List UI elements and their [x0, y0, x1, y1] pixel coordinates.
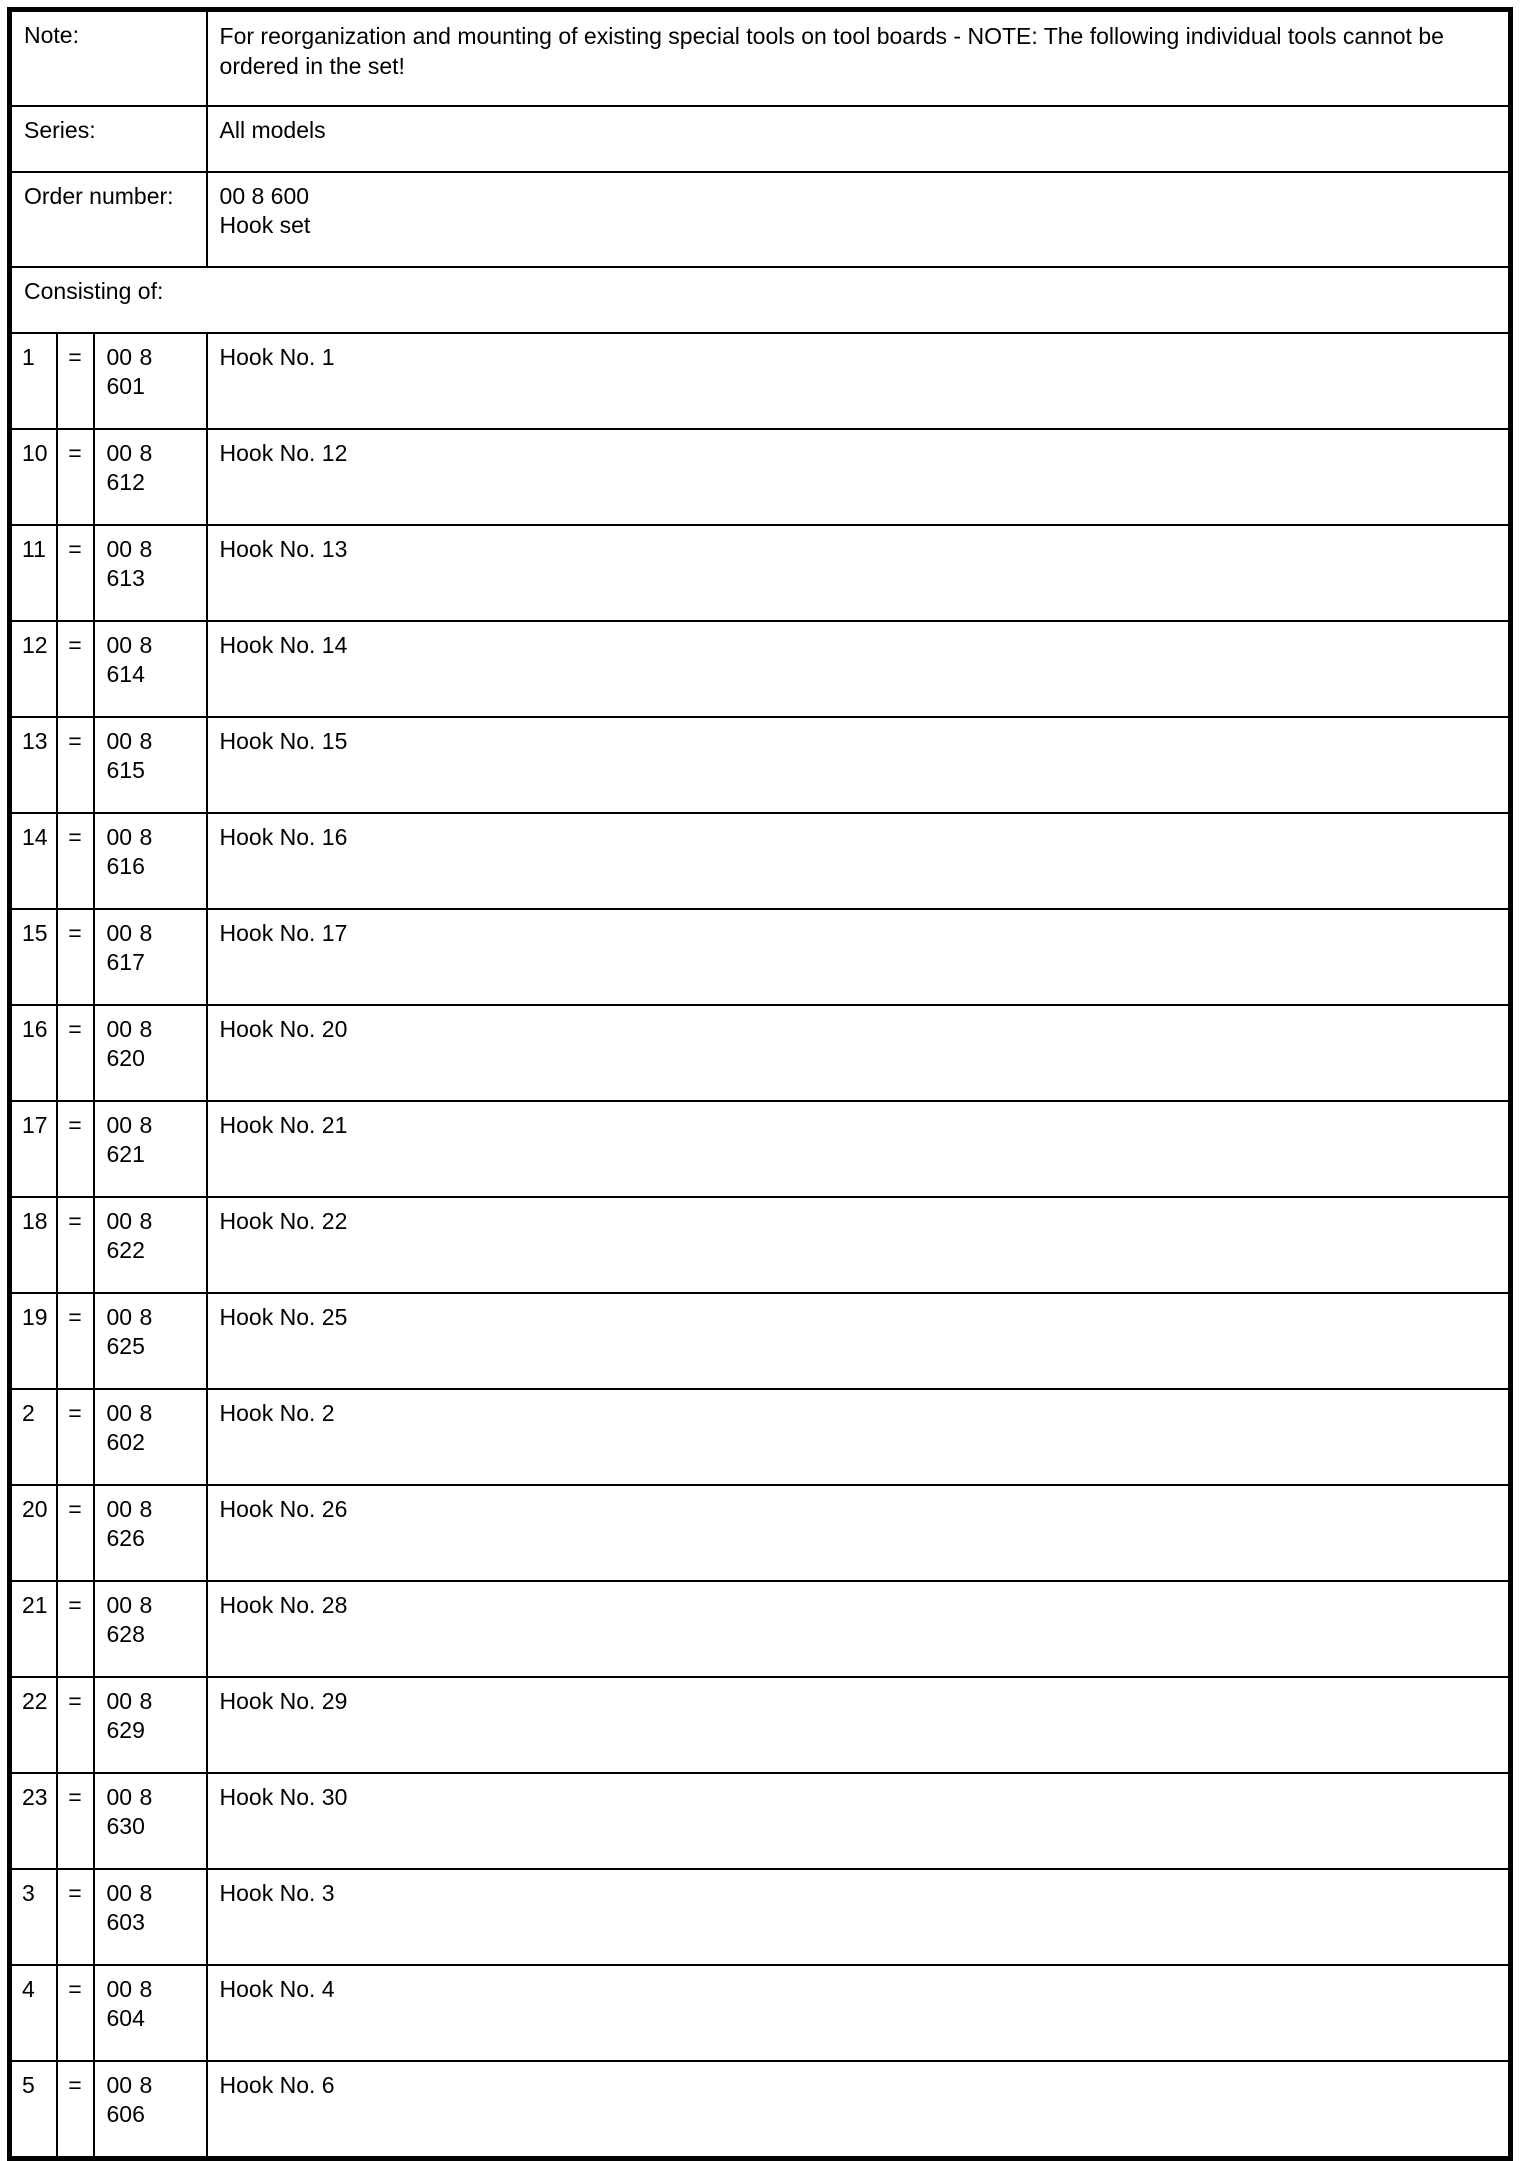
table-row	[10, 1677, 1511, 1773]
item-position: 17	[10, 1101, 57, 1197]
series-label: Series:	[10, 106, 207, 172]
item-order-number-text: 00 8 601	[106, 344, 153, 400]
equals-sign: =	[57, 909, 94, 1005]
item-order-number-text: 00 8 620	[106, 1016, 153, 1072]
equals-sign: =	[57, 429, 94, 525]
item-position: 3	[10, 1869, 57, 1965]
order-number-row	[10, 172, 1511, 267]
equals-sign: =	[57, 1197, 94, 1293]
table-row	[10, 909, 1511, 1005]
equals-sign: =	[57, 1485, 94, 1581]
item-order-number-text: 00 8 630	[106, 1784, 153, 1840]
table-row	[10, 717, 1511, 813]
item-order-number	[94, 1869, 207, 1965]
item-order-number-text: 00 8 612	[106, 440, 153, 496]
order-number-label: Order number:	[10, 172, 207, 267]
item-order-number	[94, 1773, 207, 1869]
item-order-number-text: 00 8 614	[106, 632, 153, 688]
item-description: Hook No. 12	[207, 429, 1511, 525]
item-position: 12	[10, 621, 57, 717]
item-position: 20	[10, 1485, 57, 1581]
item-description: Hook No. 3	[207, 1869, 1511, 1965]
equals-sign: =	[57, 1869, 94, 1965]
table-row	[10, 2061, 1511, 2159]
item-position: 10	[10, 429, 57, 525]
equals-sign: =	[57, 1677, 94, 1773]
item-description: Hook No. 22	[207, 1197, 1511, 1293]
item-order-number	[94, 525, 207, 621]
item-description: Hook No. 20	[207, 1005, 1511, 1101]
series-value: All models	[207, 106, 1511, 172]
note-row	[10, 10, 1511, 107]
item-position: 16	[10, 1005, 57, 1101]
item-position: 2	[10, 1389, 57, 1485]
item-description: Hook No. 13	[207, 525, 1511, 621]
table-row	[10, 1293, 1511, 1389]
table-row	[10, 813, 1511, 909]
note-label: Note:	[10, 10, 207, 107]
table-row	[10, 1005, 1511, 1101]
order-number-value: 00 8 600	[219, 183, 310, 209]
equals-sign: =	[57, 2061, 94, 2159]
item-description: Hook No. 6	[207, 2061, 1511, 2159]
item-order-number	[94, 333, 207, 429]
equals-sign: =	[57, 1581, 94, 1677]
item-position: 1	[10, 333, 57, 429]
item-description: Hook No. 4	[207, 1965, 1511, 2061]
series-row	[10, 106, 1511, 172]
note-text: For reorganization and mounting of existing special tools on tool boards - NOTE: The following individual tools cannot be ordered in the set!	[219, 23, 1444, 80]
equals-sign: =	[57, 1101, 94, 1197]
item-description: Hook No. 28	[207, 1581, 1511, 1677]
item-position: 11	[10, 525, 57, 621]
table-row	[10, 1389, 1511, 1485]
item-order-number-text: 00 8 613	[106, 536, 153, 592]
table-row	[10, 429, 1511, 525]
item-position: 22	[10, 1677, 57, 1773]
item-order-number-text: 00 8 602	[106, 1400, 153, 1456]
consisting-of-label: Consisting of:	[10, 267, 1511, 333]
table-row	[10, 525, 1511, 621]
item-order-number-text: 00 8 621	[106, 1112, 153, 1168]
order-number-name: Hook set	[219, 212, 311, 239]
item-description: Hook No. 14	[207, 621, 1511, 717]
item-order-number-text: 00 8 625	[106, 1304, 153, 1360]
equals-sign: =	[57, 621, 94, 717]
item-description: Hook No. 1	[207, 333, 1511, 429]
table-row	[10, 1773, 1511, 1869]
table-header-section	[10, 10, 1511, 334]
equals-sign: =	[57, 1293, 94, 1389]
table-row	[10, 1197, 1511, 1293]
table-row	[10, 1485, 1511, 1581]
item-order-number	[94, 621, 207, 717]
item-order-number-text: 00 8 615	[106, 728, 153, 784]
equals-sign: =	[57, 1389, 94, 1485]
tool-set-table	[7, 7, 1513, 2161]
item-order-number	[94, 909, 207, 1005]
item-order-number	[94, 813, 207, 909]
item-order-number-text: 00 8 603	[106, 1880, 153, 1936]
item-order-number	[94, 1197, 207, 1293]
equals-sign: =	[57, 1005, 94, 1101]
item-order-number-text: 00 8 604	[106, 1976, 153, 2032]
item-position: 4	[10, 1965, 57, 2061]
note-text-cell	[207, 10, 1511, 107]
item-position: 19	[10, 1293, 57, 1389]
item-order-number-text: 00 8 616	[106, 824, 153, 880]
item-position: 15	[10, 909, 57, 1005]
item-order-number	[94, 1965, 207, 2061]
equals-sign: =	[57, 525, 94, 621]
table-items-section	[10, 333, 1511, 2159]
item-position: 18	[10, 1197, 57, 1293]
item-position: 23	[10, 1773, 57, 1869]
item-order-number-text: 00 8 626	[106, 1496, 153, 1552]
item-position: 21	[10, 1581, 57, 1677]
table-row	[10, 1101, 1511, 1197]
table-row	[10, 1869, 1511, 1965]
equals-sign: =	[57, 717, 94, 813]
equals-sign: =	[57, 1965, 94, 2061]
item-order-number	[94, 2061, 207, 2159]
item-description: Hook No. 29	[207, 1677, 1511, 1773]
item-order-number	[94, 1485, 207, 1581]
item-order-number-text: 00 8 629	[106, 1688, 153, 1744]
consisting-of-row	[10, 267, 1511, 333]
item-position: 5	[10, 2061, 57, 2159]
item-description: Hook No. 21	[207, 1101, 1511, 1197]
item-description: Hook No. 26	[207, 1485, 1511, 1581]
item-order-number-text: 00 8 606	[106, 2072, 153, 2128]
table-row	[10, 333, 1511, 429]
item-order-number	[94, 1389, 207, 1485]
item-position: 13	[10, 717, 57, 813]
item-order-number	[94, 1101, 207, 1197]
item-description: Hook No. 17	[207, 909, 1511, 1005]
item-description: Hook No. 30	[207, 1773, 1511, 1869]
equals-sign: =	[57, 333, 94, 429]
table-row	[10, 621, 1511, 717]
item-order-number	[94, 1677, 207, 1773]
item-order-number-text: 00 8 628	[106, 1592, 153, 1648]
item-order-number	[94, 1293, 207, 1389]
table-row	[10, 1581, 1511, 1677]
equals-sign: =	[57, 813, 94, 909]
item-order-number	[94, 1005, 207, 1101]
item-position: 14	[10, 813, 57, 909]
order-number-cell	[207, 172, 1511, 267]
table-row	[10, 1965, 1511, 2061]
item-order-number	[94, 1581, 207, 1677]
item-description: Hook No. 25	[207, 1293, 1511, 1389]
item-order-number	[94, 717, 207, 813]
item-description: Hook No. 16	[207, 813, 1511, 909]
item-order-number-text: 00 8 622	[106, 1208, 153, 1264]
equals-sign: =	[57, 1773, 94, 1869]
item-description: Hook No. 2	[207, 1389, 1511, 1485]
item-order-number	[94, 429, 207, 525]
item-description: Hook No. 15	[207, 717, 1511, 813]
item-order-number-text: 00 8 617	[106, 920, 153, 976]
